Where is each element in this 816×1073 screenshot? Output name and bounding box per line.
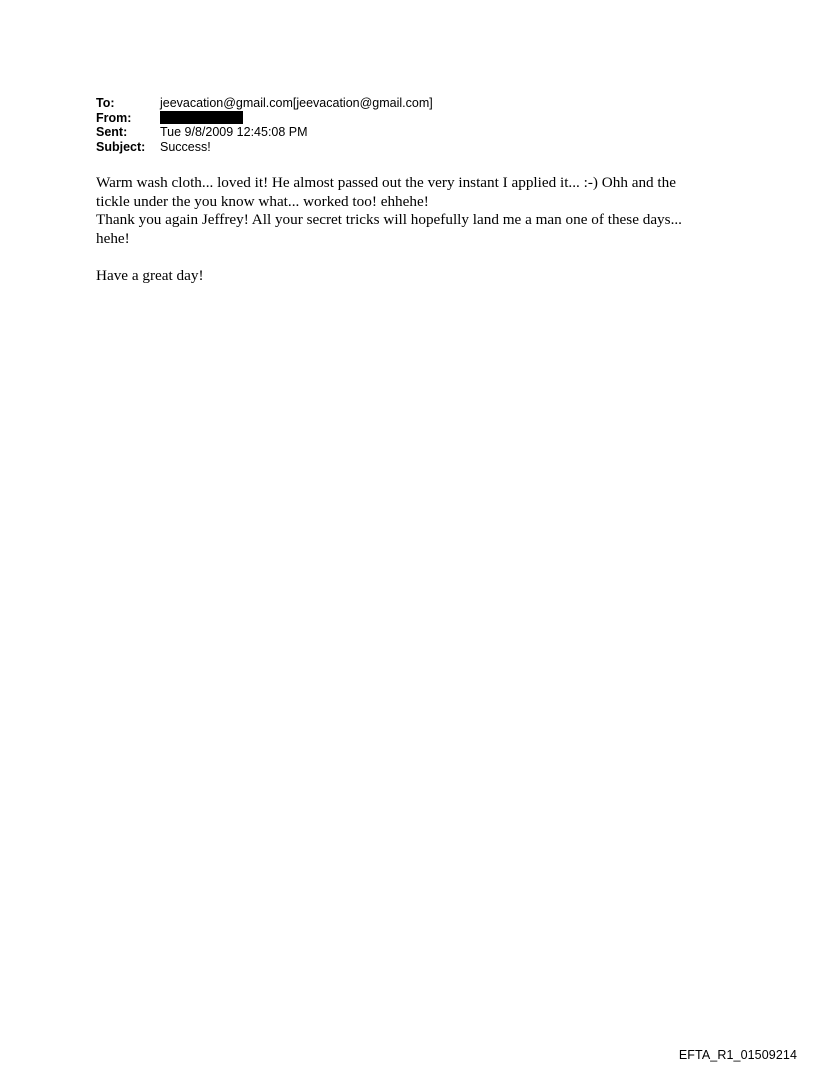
email-header (96, 96, 433, 154)
redaction-box (160, 111, 243, 124)
sent-label: Sent: (96, 125, 128, 139)
email-body (96, 174, 736, 285)
subject-value: Success! (160, 139, 211, 154)
body-line-2: tickle under the you know what... worked too! ehhehe! (96, 192, 429, 210)
body-line-5: Have a great day! (96, 266, 204, 284)
paragraph-spacer (96, 248, 736, 267)
from-label: From: (96, 110, 132, 125)
document-id: EFTA_R1_01509214 (678, 1048, 797, 1062)
body-line-4: hehe! (96, 229, 130, 247)
to-row (96, 96, 433, 111)
body-line-3: Thank you again Jeffrey! All your secret tricks will hopefully land me a man one of these days... (96, 211, 682, 228)
to-label: To: (96, 96, 115, 110)
body-line-1: Warm wash cloth... loved it! He almost passed out the very instant I applied it... :-) Ohh and the (96, 174, 676, 191)
sent-row (96, 125, 433, 140)
from-row (96, 111, 433, 126)
subject-label: Subject: (96, 139, 146, 154)
to-value: jeevacation@gmail.com[jeevacation@gmail.com] (160, 96, 433, 110)
sent-value: Tue 9/8/2009 12:45:08 PM (160, 125, 308, 139)
subject-row (96, 140, 433, 155)
